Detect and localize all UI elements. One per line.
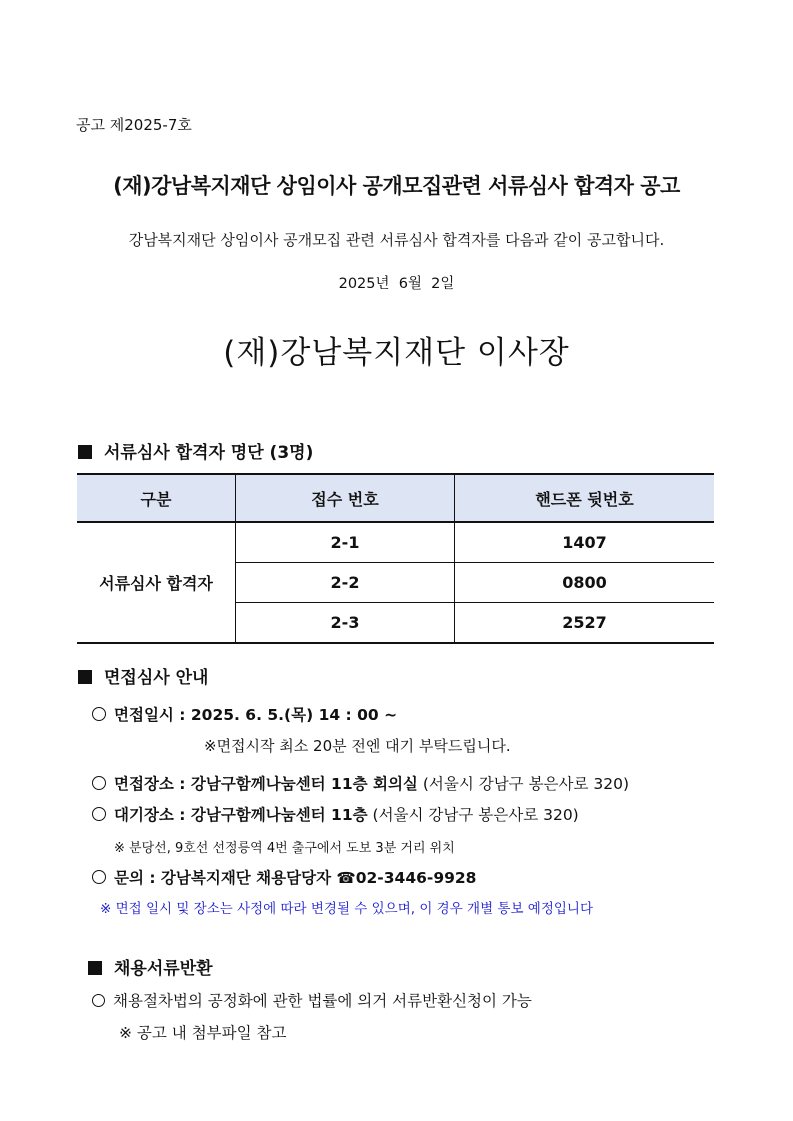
interview-place	[92, 772, 629, 794]
wait-note: ※면접시작 최소 20분 전엔 대기 부탁드립니다.	[204, 737, 511, 755]
circle-bullet-icon	[92, 994, 105, 1007]
attachment-note: ※ 공고 내 첨부파일 참고	[119, 1024, 287, 1042]
section-heading-results	[78, 438, 313, 463]
table-header-cell: 핸드폰 뒷번호	[455, 474, 715, 522]
issuer-name: (재)강남복지재단 이사장	[223, 335, 570, 371]
square-bullet-icon	[78, 670, 92, 684]
circle-bullet-icon	[92, 776, 106, 790]
section-heading-text: 서류심사 합격자 명단 (3명)	[104, 443, 314, 463]
interview-place-text: 면접장소 : 강남구함께나눔센터 11층 회의실	[114, 775, 418, 793]
announcement-date: 2025년 6월 2일	[338, 276, 455, 292]
circle-bullet-icon	[92, 807, 106, 821]
interview-datetime	[92, 703, 397, 725]
square-bullet-icon	[88, 961, 102, 975]
document-return-item	[92, 989, 532, 1011]
inquiry-text: 문의 : 강남복지재단 채용담당자 ☎02-3446-9928	[114, 869, 477, 887]
section-heading-return	[88, 954, 213, 979]
intro-text: 강남복지재단 상임이사 공개모집 관련 서류심사 합격자를 다음과 같이 공고합니다.	[128, 231, 665, 249]
square-bullet-icon	[78, 445, 92, 459]
waiting-place-text: 대기장소 : 강남구함께나눔센터 11층	[114, 806, 368, 824]
table-header-row	[77, 474, 714, 522]
waiting-place-address: (서울시 강남구 봉은사로 320)	[372, 806, 579, 824]
table-row	[77, 522, 714, 563]
waiting-place	[92, 803, 579, 825]
receipt-number-cell: 2-2	[236, 563, 455, 603]
inquiry-line	[92, 866, 476, 888]
category-cell: 서류심사 합격자	[77, 522, 236, 643]
interview-datetime-text: 면접일시 : 2025. 6. 5.(목) 14 : 00 ~	[114, 706, 398, 724]
interview-place-address: (서울시 강남구 봉은사로 320)	[422, 775, 630, 793]
receipt-number-cell: 2-1	[236, 522, 455, 563]
receipt-number-cell: 2-3	[236, 603, 455, 644]
phone-suffix-cell: 0800	[455, 563, 715, 603]
phone-suffix-cell: 1407	[455, 522, 715, 563]
subway-note: ※ 분당선, 9호선 선정릉역 4번 출구에서 도보 3분 거리 위치	[114, 841, 455, 856]
circle-bullet-icon	[92, 707, 106, 721]
circle-bullet-icon	[92, 870, 106, 884]
section-heading-text: 채용서류반환	[114, 959, 213, 979]
document-return-text: 채용절차법의 공정화에 관한 법률에 의거 서류반환신청이 가능	[113, 992, 532, 1010]
results-table	[77, 473, 714, 644]
schedule-change-note: ※ 면접 일시 및 장소는 사정에 따라 변경될 수 있으며, 이 경우 개별 통보 예정입니다	[100, 901, 593, 917]
notice-number: 공고 제2025-7호	[76, 116, 192, 134]
phone-suffix-cell: 2527	[455, 603, 715, 644]
document-title: (재)강남복지재단 상임이사 공개모집관련 서류심사 합격자 공고	[113, 174, 680, 198]
section-heading-text: 면접심사 안내	[104, 668, 209, 688]
table-header-cell: 접수 번호	[236, 474, 455, 522]
section-heading-interview	[78, 663, 208, 688]
table-header-cell: 구분	[77, 474, 236, 522]
